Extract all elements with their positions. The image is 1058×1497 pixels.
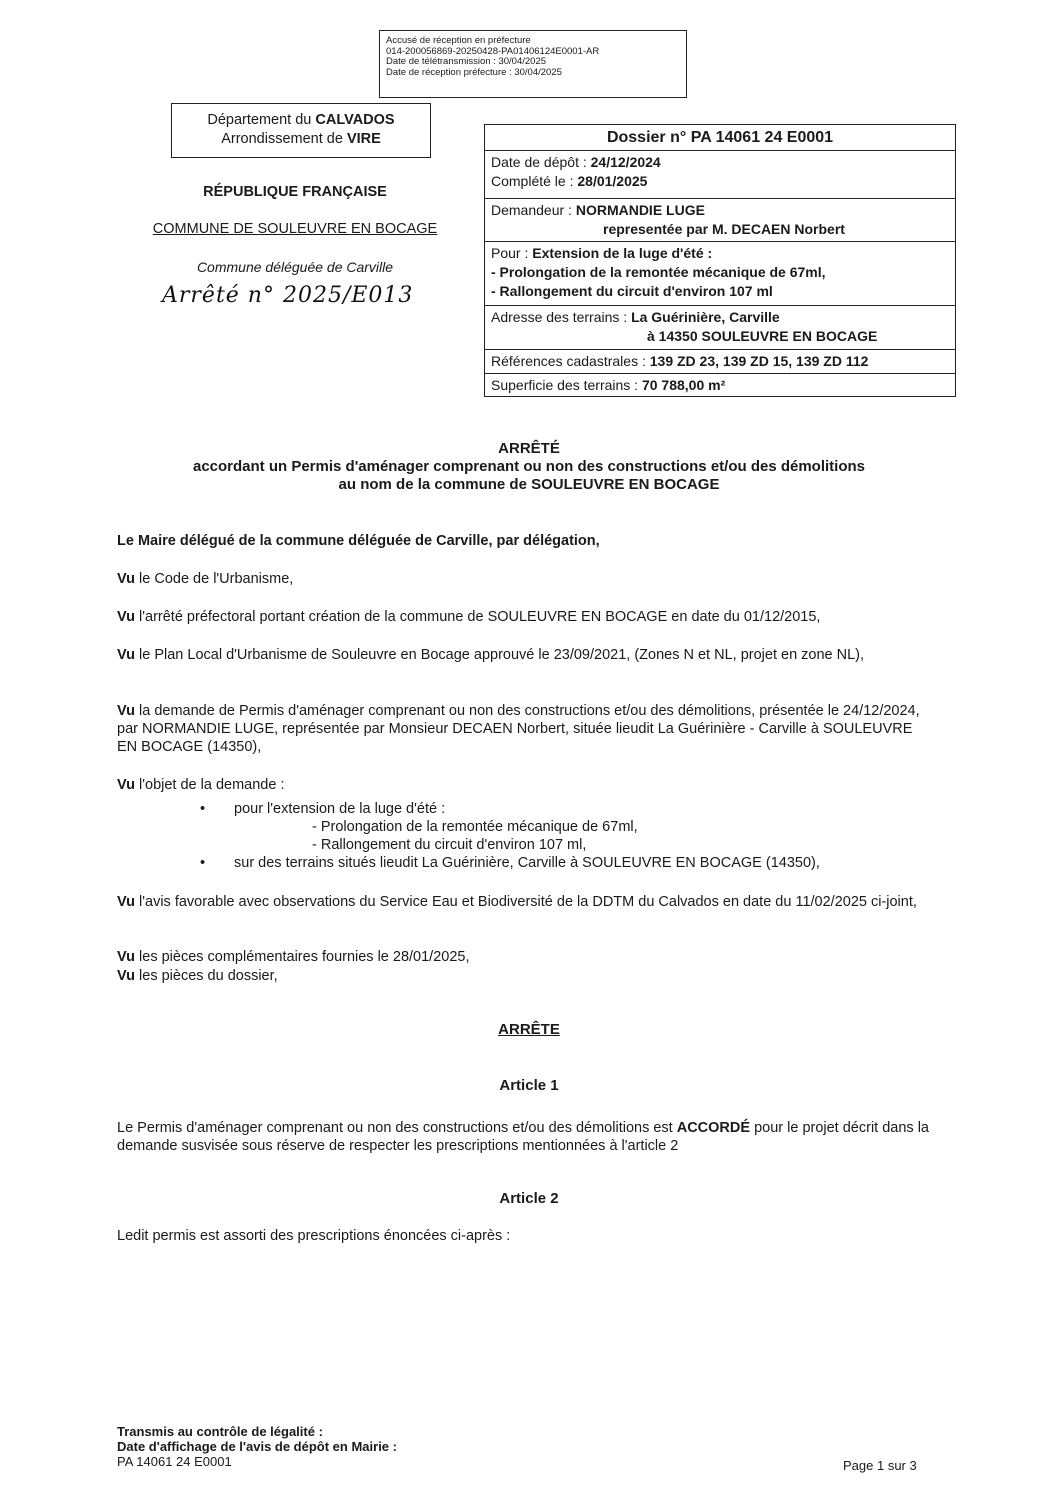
cadastral-value: 139 ZD 23, 139 ZD 15, 139 ZD 112 [649,353,869,369]
mayor-text: Le Maire délégué de la commune déléguée de Carville, par délégation, [117,533,600,549]
vu-label: Vu [117,703,135,719]
article-1-text-start: Le Permis d'aménager comprenant ou non des constructions et/ou des démolitions est [117,1120,677,1136]
vu-label: Vu [117,894,135,910]
handwritten-arrete-number: Arrêté n° 2025/E013 [162,283,414,308]
dossier-dates [485,151,955,199]
vu-paragraph [117,776,930,794]
area-label: Superficie des terrains : [491,377,642,393]
dossier-applicant [485,199,955,242]
vu-label: Vu [117,777,135,793]
applicant-representative: representée par M. DECAEN Norbert [603,221,845,237]
address-label: Adresse des terrains : [491,309,632,325]
page-number: Page 1 sur 3 [843,1458,917,1473]
deposit-value: 24/12/2024 [590,154,661,170]
article-1-text [117,1119,930,1155]
dossier-purpose [485,242,955,306]
list-item-text: sur des terrains situés lieudit La Guérinière, Carville à SOULEUVRE EN BOCAGE (14350), [234,855,820,871]
vu-text: les pièces du dossier, [135,968,278,984]
vu-text: l'objet de la demande : [135,777,285,793]
bullet: • [200,855,206,871]
completed-label: Complété le : [491,173,578,189]
vu-paragraph [117,608,930,626]
vu-label: Vu [117,647,135,663]
vu-text: le Plan Local d'Urbanisme de Souleuvre en Bocage approuvé le 23/09/2021, (Zones N et NL, projet en zone NL), [135,647,865,663]
decree-subtitle: au nom de la commune de SOULEUVRE EN BOCAGE [338,476,720,493]
department-line [172,111,430,130]
area-value: 70 788,00 m² [641,377,726,393]
applicant-label: Demandeur : [491,202,576,218]
vu-paragraph [117,646,930,664]
department-box [171,103,431,158]
footer-dossier-ref: PA 14061 24 E0001 [117,1454,232,1469]
dossier-address [485,306,955,350]
vu-paragraph [117,702,930,756]
list-item [200,800,820,818]
article-1-text-end: pour le projet décrit dans la demande susvisée sous réserve de respecter les prescriptions mentionnées à l'article 2 [117,1120,929,1154]
vu-label: Vu [117,571,135,587]
footer-legality: Transmis au contrôle de légalité : [117,1424,323,1439]
vu-text: le Code de l'Urbanisme, [135,571,294,587]
stamp-line: Accusé de réception en préfecture [386,35,531,46]
prefecture-receipt-stamp [379,30,687,98]
vu-label: Vu [117,949,135,965]
decree-subtitle: accordant un Permis d'aménager comprenant ou non des constructions et/ou des démolitions [192,458,866,475]
dossier-cadastral [485,350,955,374]
applicant-value: NORMANDIE LUGE [575,202,705,218]
purpose-value: Extension de la luge d'été : [532,245,713,261]
vu-text: l'arrêté préfectoral portant création de la commune de SOULEUVRE EN BOCAGE en date du 01/12/2015, [135,609,821,625]
department-prefix: Département du [207,112,316,128]
address-line: à 14350 SOULEUVRE EN BOCAGE [647,328,878,344]
completed-value: 28/01/2025 [577,173,648,189]
dossier-area [485,374,955,398]
deposit-label: Date de dépôt : [491,154,591,170]
footer [117,1424,397,1469]
purpose-label: Pour : [491,245,533,261]
commune-title: COMMUNE DE SOULEUVRE EN BOCAGE [152,221,438,237]
list-item [200,854,820,872]
purpose-line: - Prolongation de la remontée mécanique de 67ml, [491,264,826,280]
request-list [200,800,820,872]
decree-title: ARRÊTÉ [498,440,560,457]
republic-title: RÉPUBLIQUE FRANÇAISE [203,184,387,200]
delegated-commune: Commune déléguée de Carville [196,259,394,275]
stamp-line: 014-200056869-20250428-PA01406124E0001-AR [386,45,600,57]
vu-text: la demande de Permis d'aménager comprenant ou non des constructions et/ou des démolitions, présentée le 24/12/2024, par NORMANDIE LUGE, représentée par Monsieur DECAEN Norbert, située lieudit La Guérinière - Carville à SOULEUVRE EN BOCAGE (14350), [117,703,920,755]
arrondissement-name: VIRE [346,131,381,147]
article-1-accorde: ACCORDÉ [676,1120,751,1136]
article-2-text: Ledit permis est assorti des prescriptions énoncées ci-après : [117,1228,511,1244]
arrete-heading: ARRÊTE [498,1021,560,1038]
address-value: La Guérinière, Carville [631,309,780,325]
dossier-box [484,124,956,397]
footer-posting-date: Date d'affichage de l'avis de dépôt en Mairie : [117,1439,397,1454]
vu-paragraph [117,893,930,911]
list-subitem: - Rallongement du circuit d'environ 107 ml, [312,837,587,853]
article-2-title: Article 2 [499,1190,559,1207]
mayor-line [117,532,930,550]
stamp-line: Date de réception préfecture : 30/04/2025 [386,66,562,78]
vu-label: Vu [117,968,135,984]
vu-paragraph [117,967,930,985]
list-item-text: pour l'extension de la luge d'été : [234,801,446,817]
arrondissement-line [172,130,430,149]
vu-paragraph [117,570,930,588]
dossier-title: Dossier n° PA 14061 24 E0001 [485,125,955,151]
vu-text: les pièces complémentaires fournies le 28/01/2025, [135,949,470,965]
arrondissement-prefix: Arrondissement de [221,131,347,147]
department-name: CALVADOS [315,112,395,128]
cadastral-label: Références cadastrales : [491,353,650,369]
vu-text: l'avis favorable avec observations du Service Eau et Biodiversité de la DDTM du Calvados en date du 11/02/2025 ci-joint, [135,894,917,910]
article-1-title: Article 1 [499,1077,559,1094]
vu-paragraph [117,948,930,966]
stamp-line: Date de télétransmission : 30/04/2025 [386,56,547,67]
bullet: • [200,801,206,817]
list-subitem: - Prolongation de la remontée mécanique de 67ml, [312,819,638,835]
decree-heading [100,440,958,494]
purpose-line: - Rallongement du circuit d'environ 107 ml [491,283,773,299]
vu-label: Vu [117,609,135,625]
